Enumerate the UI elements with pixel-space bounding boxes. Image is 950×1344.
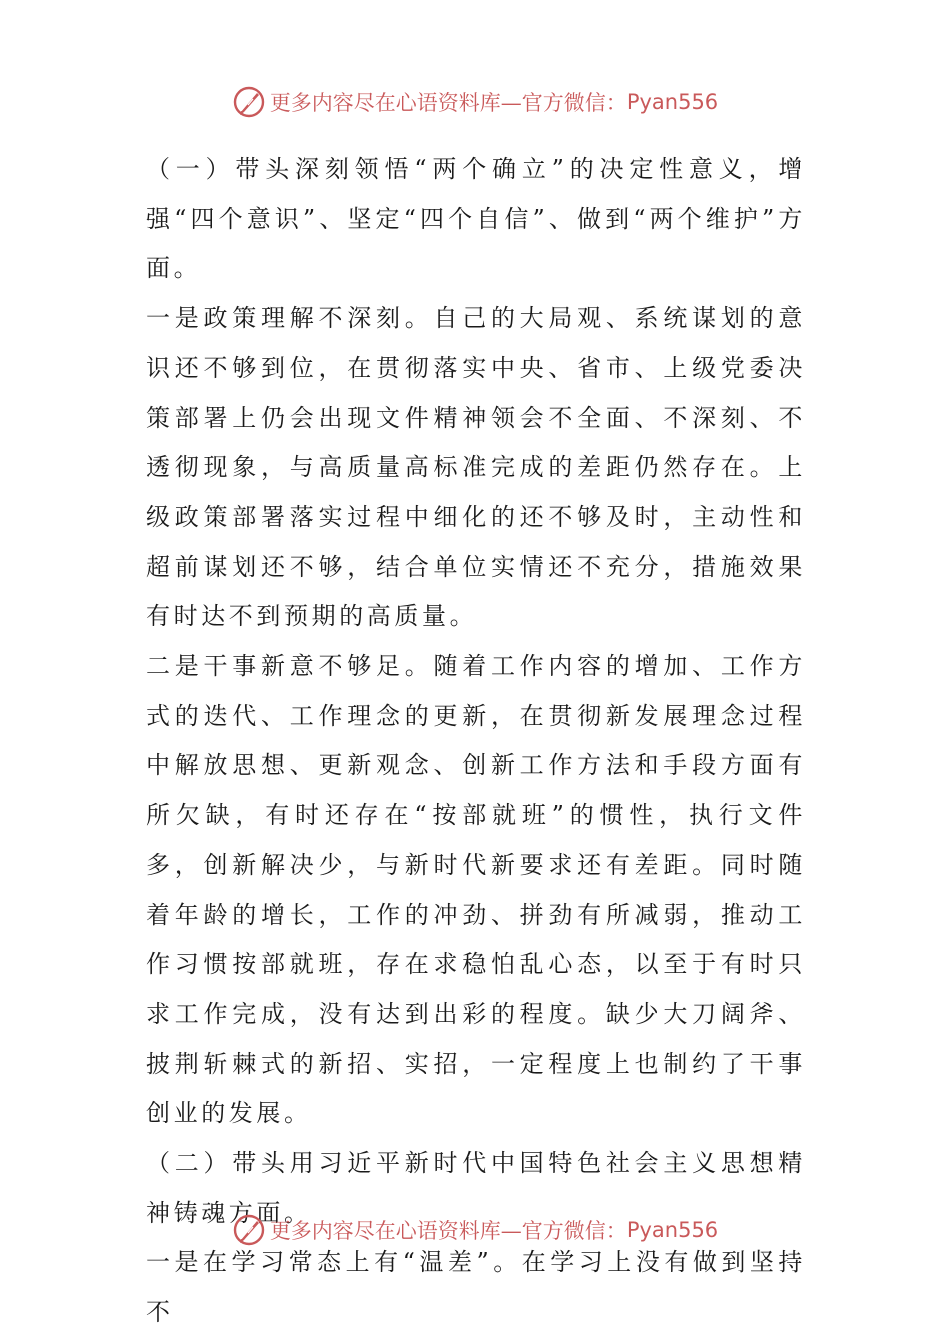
quill-pen-logo-icon xyxy=(232,85,266,119)
header-banner xyxy=(0,82,950,122)
paragraph-innovation: 二是干事新意不够足。随着工作内容的增加、工作方式的迭代、工作理念的更新，在贯彻新发展理念过程中解放思想、更新观念、创新工作方法和手段方面有所欠缺，有时还存在“按部就班”的惯性，执行文件多，创新解决少，与新时代新要求还有差距。同时随着年龄的增长，工作的冲劲、拼劲有所减弱，推动工作习惯按部就班，存在求稳怕乱心态，以至于有时只求工作完成，没有达到出彩的程度。缺少大刀阔斧、披荆斩棘式的新招、实招，一定程度上也制约了干事创业的发展。 xyxy=(146,652,806,1128)
section-heading-1: （一）带头深刻领悟“两个确立”的决定性意义，增强“四个意识”、坚定“四个自信”、做到“两个维护”方面。 xyxy=(146,155,806,283)
footer-banner-text: 更多内容尽在心语资料库—官方微信： xyxy=(269,1219,627,1243)
footer-wechat-id: Pyan556 xyxy=(626,1218,719,1242)
header-wechat-id: Pyan556 xyxy=(626,90,719,114)
quill-pen-logo-icon xyxy=(232,1213,266,1247)
paragraph-study-habit: 一是在学习常态上有“温差”。在学习上没有做到坚持不 xyxy=(146,1248,806,1327)
section-heading-2: （二）带头用习近平新时代中国特色社会主义思想精神铸魂方面。 xyxy=(146,1149,806,1227)
footer-banner xyxy=(0,1210,950,1250)
header-banner-text: 更多内容尽在心语资料库—官方微信： xyxy=(269,91,627,115)
document-body xyxy=(146,145,806,1338)
paragraph-policy-understanding: 一是政策理解不深刻。自己的大局观、系统谋划的意识还不够到位，在贯彻落实中央、省市、上级党委决策部署上仍会出现文件精神领会不全面、不深刻、不透彻现象，与高质量高标准完成的差距仍然存在。上级政策部署落实过程中细化的还不够及时，主动性和超前谋划还不够，结合单位实情还不充分，措施效果有时达不到预期的高质量。 xyxy=(146,304,806,631)
